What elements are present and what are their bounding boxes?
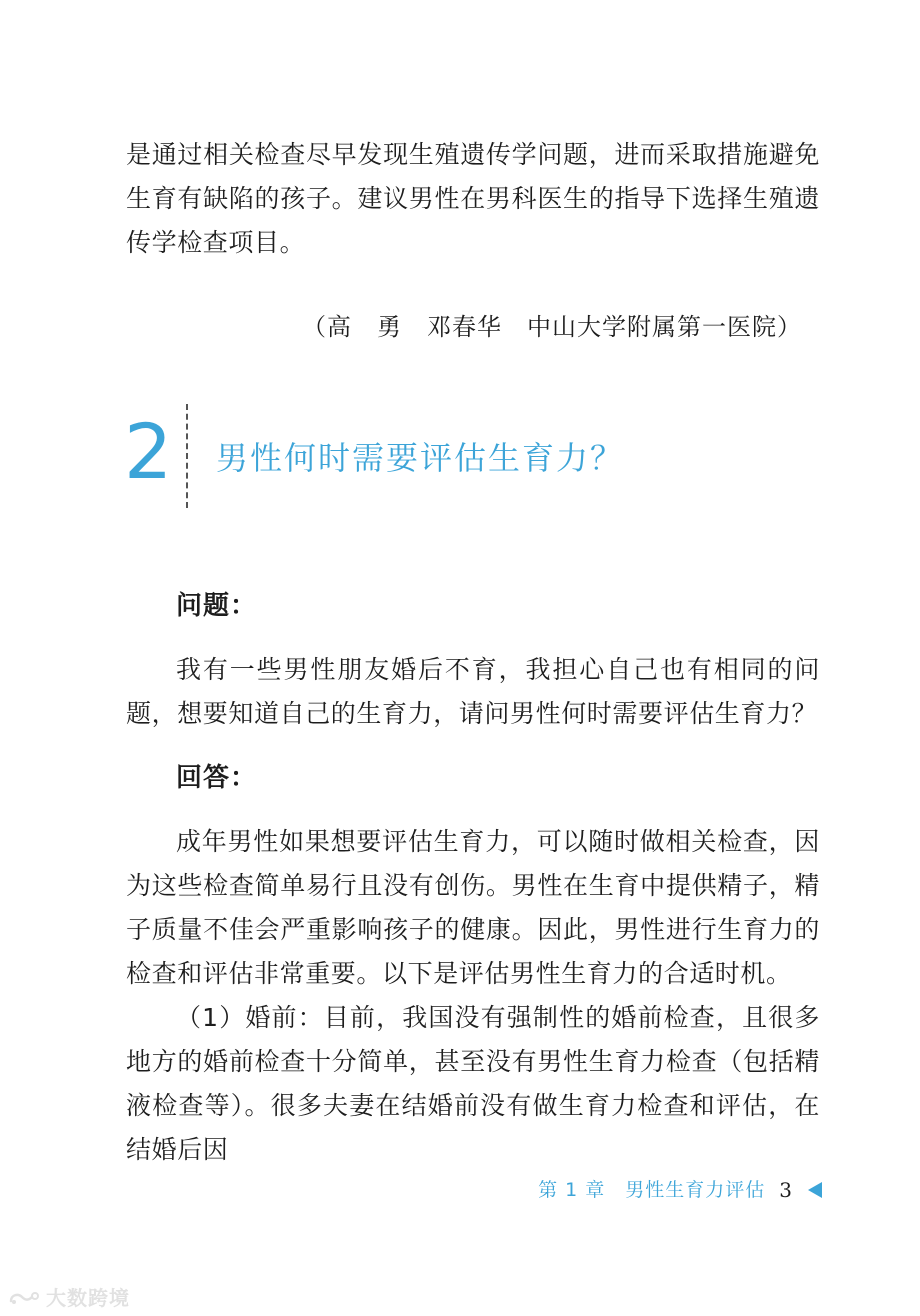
section-number: 2 [124,407,173,496]
watermark-text: 大数跨境 [46,1286,130,1310]
section-divider [186,404,188,508]
triangle-left-icon [808,1182,822,1198]
page-footer [538,1176,822,1204]
question-label: 问题： [176,591,258,621]
watermark-logo-icon [8,1289,42,1307]
author-attribution: （高 勇 邓春华 中山大学附属第一医院） [302,313,802,341]
answer-item-1: （1）婚前：目前，我国没有强制性的婚前检查，且很多地方的婚前检查十分简单，甚至没有男性生育力检查（包括精液检查等）。很多夫妻在结婚前没有做生育力检查和评估，在结婚后因 [126,1003,820,1164]
question-text: 我有一些男性朋友婚后不育，我担心自己也有相同的问题，想要知道自己的生育力，请问男性何时需要评估生育力？ [126,655,820,728]
watermark [8,1286,130,1310]
page-number: 3 [779,1178,792,1202]
answer-text: 成年男性如果想要评估生育力，可以随时做相关检查，因为这些检查简单易行且没有创伤。男性在生育中提供精子，精子质量不佳会严重影响孩子的健康。因此，男性进行生育力的检查和评估非常重要。以下是评估男性生育力的合适时机。 [126,827,820,988]
answer-label: 回答： [176,763,258,793]
intro-paragraph: 是通过相关检查尽早发现生殖遗传学问题，进而采取措施避免生育有缺陷的孩子。建议男性在男科医生的指导下选择生殖遗传学检查项目。 [126,140,820,257]
section-title: 男性何时需要评估生育力？ [216,439,625,477]
footer-chapter-title: 第 1 章 男性生育力评估 [538,1179,766,1201]
